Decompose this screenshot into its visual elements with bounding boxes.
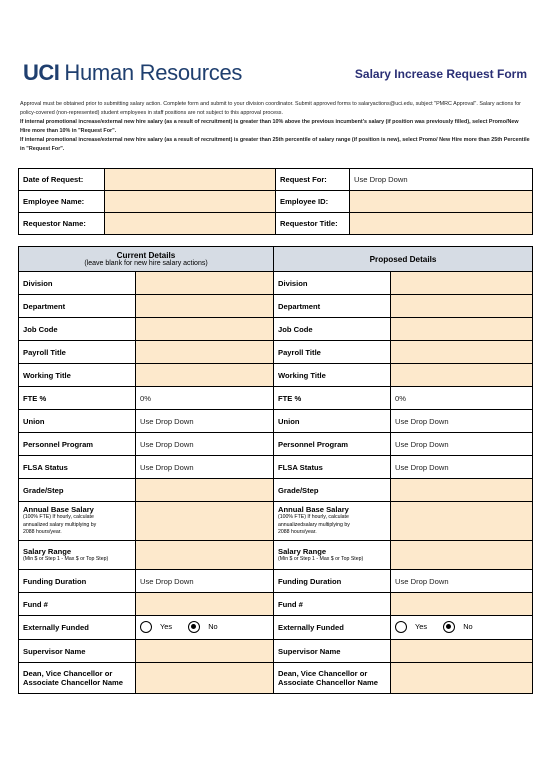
uci-hr-logo — [23, 60, 242, 86]
union-proposed-dropdown[interactable]: Use Drop Down — [391, 410, 533, 433]
fund-label-proposed: Fund # — [274, 593, 391, 616]
flsa-status-proposed-dropdown[interactable]: Use Drop Down — [391, 456, 533, 479]
current-details-subtitle: (leave blank for new hire salary actions) — [84, 260, 208, 267]
employee-name-label: Employee Name: — [19, 191, 105, 213]
instruction-ten-percent: If internal promotional increase/external new hire salary (as a result of recruitment) is greater than 10% above the previous incumbent's salary (if position was previously filled), select Promo/New Hire more than 10% in "Request For". — [20, 119, 519, 134]
dean-label-proposed: Dean, Vice Chancellor or Associate Chancellor Name — [274, 663, 391, 694]
personnel-program-label-current: Personnel Program — [19, 433, 136, 456]
salary-range-label-proposed: Salary Range (Min $ or Step 1 - Max $ or Top Step) — [274, 541, 391, 570]
requestor-title-label: Requestor Title: — [276, 213, 350, 235]
dean-proposed-input[interactable] — [391, 663, 533, 694]
division-current-input[interactable] — [136, 272, 274, 295]
payroll-title-current-input[interactable] — [136, 341, 274, 364]
job-code-label-proposed: Job Code — [274, 318, 391, 341]
working-title-proposed-input[interactable] — [391, 364, 533, 387]
union-label-current: Union — [19, 410, 136, 433]
externally-funded-proposed-radios — [391, 616, 533, 640]
fte-label-current: FTE % — [19, 387, 136, 410]
details-table — [18, 246, 533, 272]
job-code-current-input[interactable] — [136, 318, 274, 341]
detail-row — [19, 410, 533, 433]
form-title: Salary Increase Request Form — [354, 67, 527, 81]
working-title-label-proposed: Working Title — [274, 364, 391, 387]
flsa-status-label-proposed: FLSA Status — [274, 456, 391, 479]
date-of-request-input[interactable] — [105, 169, 276, 191]
request-for-label: Request For: — [276, 169, 350, 191]
funding-duration-label-current: Funding Duration — [19, 570, 136, 593]
personnel-program-proposed-dropdown[interactable]: Use Drop Down — [391, 433, 533, 456]
salary-range-label-current: Salary Range (Min $ or Step 1 - Max $ or Top Step) — [19, 541, 136, 570]
grade-step-label-current: Grade/Step — [19, 479, 136, 502]
externally-funded-current-radios — [136, 616, 274, 640]
supervisor-name-label-current: Supervisor Name — [19, 640, 136, 663]
job-code-proposed-input[interactable] — [391, 318, 533, 341]
details-rows-table — [18, 271, 533, 694]
requestor-name-input[interactable] — [105, 213, 276, 235]
proposed-details-header: Proposed Details — [274, 247, 533, 272]
fund-proposed-input[interactable] — [391, 593, 533, 616]
supervisor-name-current-input[interactable] — [136, 640, 274, 663]
requestor-title-input[interactable] — [350, 213, 533, 235]
fte-current-input[interactable]: 0% — [136, 387, 274, 410]
instruction-25th-percentile: If internal promotional increase/external new hire salary (as a result of recruitment) is greater than 25th percentile of salary range (if position is new), select Promo/ New Hire more than 25th Percentile in "Request For". — [20, 137, 530, 152]
dean-current-input[interactable] — [136, 663, 274, 694]
request-for-dropdown[interactable]: Use Drop Down — [350, 169, 533, 191]
payroll-title-label-proposed: Payroll Title — [274, 341, 391, 364]
flsa-status-label-current: FLSA Status — [19, 456, 136, 479]
department-label-current: Department — [19, 295, 136, 318]
logo-uci: UCI — [23, 60, 60, 85]
payroll-title-label-current: Payroll Title — [19, 341, 136, 364]
payroll-title-proposed-input[interactable] — [391, 341, 533, 364]
date-of-request-label: Date of Request: — [19, 169, 105, 191]
no-option-label: No — [208, 622, 218, 631]
supervisor-name-proposed-input[interactable] — [391, 640, 533, 663]
annual-base-salary-label-proposed: Annual Base Salary (100% FTE) If hourly, calculate annualizedsalary multiplying by 2088 hours/year. — [274, 502, 391, 541]
instruction-approval: Approval must be obtained prior to submitting salary action. Complete form and submit to your division coordinator. Submit approved forms to salaryactions@uci.edu, subject "PMRC Approval". Salary actions for policy-covered (non-represented) student employees in staff positions are not subject to this approval process. — [20, 101, 521, 116]
personnel-program-label-proposed: Personnel Program — [274, 433, 391, 456]
salary-range-proposed-input[interactable] — [391, 541, 533, 570]
grade-step-proposed-input[interactable] — [391, 479, 533, 502]
employee-id-label: Employee ID: — [276, 191, 350, 213]
current-details-header — [19, 247, 274, 272]
union-current-dropdown[interactable]: Use Drop Down — [136, 410, 274, 433]
funding-duration-label-proposed: Funding Duration — [274, 570, 391, 593]
grade-step-label-proposed: Grade/Step — [274, 479, 391, 502]
personnel-program-current-dropdown[interactable]: Use Drop Down — [136, 433, 274, 456]
funding-duration-proposed-dropdown[interactable]: Use Drop Down — [391, 570, 533, 593]
flsa-status-current-dropdown[interactable]: Use Drop Down — [136, 456, 274, 479]
fund-current-input[interactable] — [136, 593, 274, 616]
externally-funded-current-no-radio[interactable] — [188, 621, 200, 633]
employee-id-input[interactable] — [350, 191, 533, 213]
externally-funded-current-yes-radio[interactable] — [140, 621, 152, 633]
division-proposed-input[interactable] — [391, 272, 533, 295]
department-proposed-input[interactable] — [391, 295, 533, 318]
union-label-proposed: Union — [274, 410, 391, 433]
dean-label-current: Dean, Vice Chancellor or Associate Chancellor Name — [19, 663, 136, 694]
division-label-current: Division — [19, 272, 136, 295]
supervisor-name-label-proposed: Supervisor Name — [274, 640, 391, 663]
department-current-input[interactable] — [136, 295, 274, 318]
externally-funded-proposed-yes-radio[interactable] — [395, 621, 407, 633]
detail-row — [19, 295, 533, 318]
requestor-name-label: Requestor Name: — [19, 213, 105, 235]
grade-step-current-input[interactable] — [136, 479, 274, 502]
detail-row — [19, 341, 533, 364]
detail-row — [19, 272, 533, 295]
fund-label-current: Fund # — [19, 593, 136, 616]
annual-base-salary-proposed-input[interactable] — [391, 502, 533, 541]
detail-row — [19, 364, 533, 387]
salary-range-current-input[interactable] — [136, 541, 274, 570]
working-title-label-current: Working Title — [19, 364, 136, 387]
working-title-current-input[interactable] — [136, 364, 274, 387]
no-option-label: No — [463, 622, 473, 631]
logo-human-resources: Human Resources — [64, 60, 243, 85]
externally-funded-proposed-no-radio[interactable] — [443, 621, 455, 633]
yes-option-label: Yes — [415, 622, 428, 631]
department-label-proposed: Department — [274, 295, 391, 318]
yes-option-label: Yes — [160, 622, 173, 631]
externally-funded-label-current: Externally Funded — [19, 616, 136, 640]
annual-base-salary-current-input[interactable] — [136, 502, 274, 541]
fte-proposed-input[interactable]: 0% — [391, 387, 533, 410]
detail-row — [19, 318, 533, 341]
detail-row — [19, 456, 533, 479]
funding-duration-current-dropdown[interactable]: Use Drop Down — [136, 570, 274, 593]
detail-row — [19, 433, 533, 456]
employee-name-input[interactable] — [105, 191, 276, 213]
detail-row — [19, 479, 533, 502]
instructions — [20, 100, 530, 155]
annual-base-salary-label-current: Annual Base Salary (100% FTE) If hourly, calculate annualized salary multiplying by 2088 hours/year. — [19, 502, 136, 541]
detail-row — [19, 387, 533, 410]
externally-funded-label-proposed: Externally Funded — [274, 616, 391, 640]
job-code-label-current: Job Code — [19, 318, 136, 341]
fte-label-proposed: FTE % — [274, 387, 391, 410]
current-details-title: Current Details — [116, 251, 176, 260]
request-info-table — [18, 168, 533, 235]
division-label-proposed: Division — [274, 272, 391, 295]
